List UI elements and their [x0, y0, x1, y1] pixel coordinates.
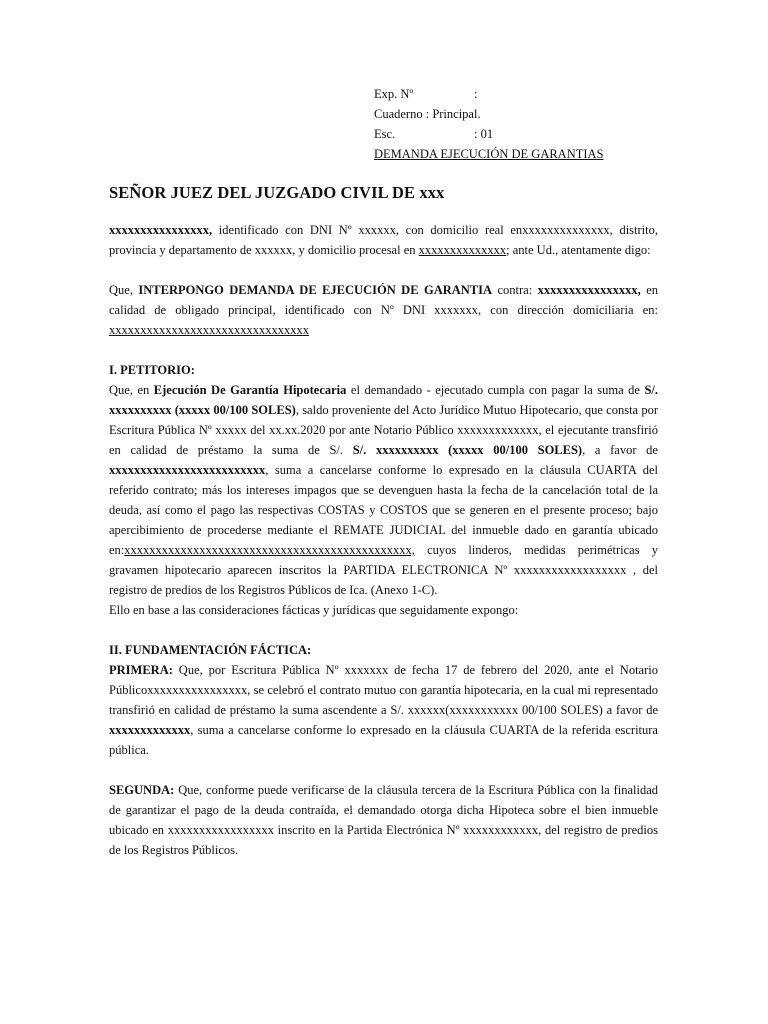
- procedural-domicile: xxxxxxxxxxxxxx: [418, 243, 507, 257]
- defendant-name: xxxxxxxxxxxxxxxx,: [537, 283, 641, 297]
- demand-paragraph: Que, INTERPONGO DEMANDA DE EJECUCIÓN DE GARANTIA contra: xxxxxxxxxxxxxxxx, en calidad de obligado principal, identificado con Nº DNI xxxxxxx, con dirección domiciliaria en: xxxxxxxxxxxxxxxxxxxxxxxxxxxxxxxx: [109, 283, 658, 337]
- petitorio-heading: I. PETITORIO:: [109, 363, 195, 377]
- property-address: xxxxxxxxxxxxxxxxxxxxxxxxxxxxxxxxxxxxxxxxxxxxxx,: [124, 543, 415, 557]
- document-body: [109, 220, 658, 860]
- exp-value: :: [474, 87, 478, 101]
- case-header: [374, 84, 604, 164]
- esc-label: Esc.: [374, 127, 396, 141]
- demand-type: DEMANDA EJECUCIÓN DE GARANTIAS: [374, 147, 604, 161]
- esc-row: [374, 124, 604, 144]
- fundamentacion-heading: II. FUNDAMENTACIÓN FÁCTICA:: [109, 643, 312, 657]
- exp-label: Exp. Nº: [374, 87, 414, 101]
- esc-value: : 01: [474, 127, 494, 141]
- ello-paragraph: Ello en base a las consideraciones fácticas y jurídicas que seguidamente expongo:: [109, 603, 519, 617]
- plaintiff-name: xxxxxxxxxxxxxxxx,: [109, 223, 213, 237]
- primera-paragraph: PRIMERA: Que, por Escritura Pública Nº xxxxxxx de fecha 17 de febrero del 2020, ante el Notario Públicoxxxxxxxxxxxxxxxx, se celebró el contrato mutuo con garantía hipotecaria, en la cual mi representado transfirió en calidad de préstamo la suma ascendente a S/. xxxxxx(xxxxxxxxxxx 00/100 SOLES) a favor de xxxxxxxxxxxxx, suma a cancelarse conforme lo expresado en la cláusula CUARTA de la referida escritura pública.: [109, 663, 658, 757]
- judge-title: SEÑOR JUEZ DEL JUZGADO CIVIL DE xxx: [109, 183, 445, 202]
- cuaderno-row: Cuaderno : Principal.: [374, 107, 481, 121]
- exp-row: [374, 84, 604, 104]
- petitorio-paragraph: Que, en Ejecución De Garantía Hipotecaria el demandado - ejecutado cumpla con pagar la suma de S/. xxxxxxxxxx (xxxxx 00/100 SOLES), saldo proveniente del Acto Jurídico Mutuo Hipotecario, que consta por Escritura Pública Nº xxxxx del xx.xx.2020 por ante Notario Público xxxxxxxxxxxxx, el ejecutante transfirió en calidad de préstamo la suma de S/. S/. xxxxxxxxxx (xxxxx 00/100 SOLES), a favor de xxxxxxxxxxxxxxxxxxxxxxxxx, suma a cancelarse conforme lo expresado en la cláusula CUARTA del referido contrato; más los intereses impagos que se devenguen hasta la fecha de la cancelación total de la deuda, así como el pago las respectivas COSTAS y COSTOS que se generen en el presente proceso; bajo apercibimiento de procederse mediante el REMATE JUDICIAL del inmueble dado en garantía ubicado en:xxxxxxxxxxxxxxxxxxxxxxxxxxxxxxxxxxxxxxxxxxxxxx, cuyos linderos, medidas perimétricas y gravamen hipotecario aparecen inscritos la PARTIDA ELECTRONICA Nº xxxxxxxxxxxxxxxxxx , del registro de predios de los Registros Públicos de Ica. (Anexo 1-C).: [109, 383, 659, 597]
- defendant-address: xxxxxxxxxxxxxxxxxxxxxxxxxxxxxxxx: [109, 323, 309, 337]
- segunda-paragraph: SEGUNDA: Que, conforme puede verificarse de la cláusula tercera de la Escritura Pública con la finalidad de garantizar el pago de la deuda contraída, el demandado otorga dicha Hipoteca sobre el bien inmueble ubicado en xxxxxxxxxxxxxxxxx inscrito en la Partida Electrónica Nº xxxxxxxxxxxx, del registro de predios de los Registros Públicos.: [109, 783, 658, 857]
- intro-paragraph: xxxxxxxxxxxxxxxx, identificado con DNI Nº xxxxxx, con domicilio real enxxxxxxxxxxxxxx, distrito, provincia y departamento de xxxxxx, y domicilio procesal en xxxxxxxxxxxxxx; ante Ud., atentamente digo:: [109, 223, 658, 257]
